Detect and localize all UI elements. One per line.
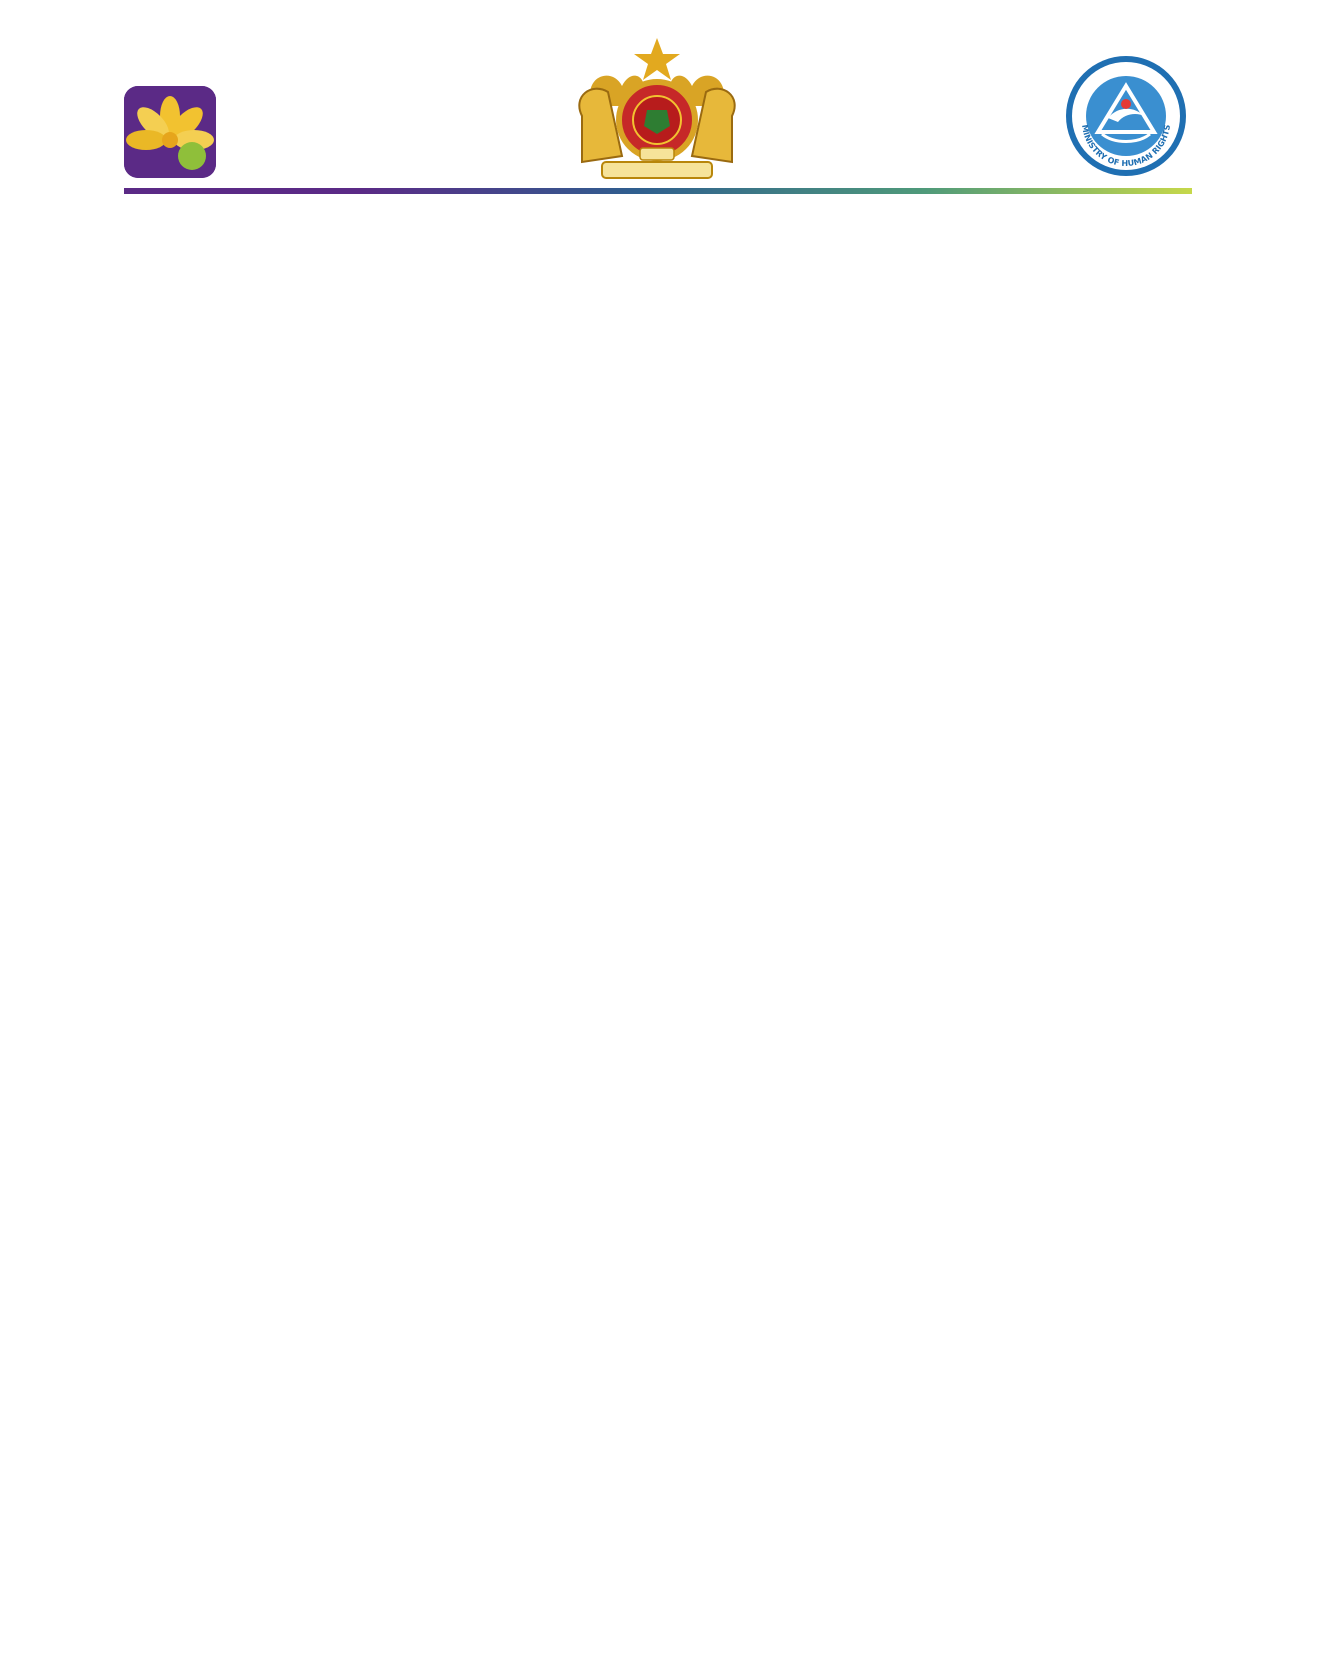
ministry-name-line: [228, 144, 368, 174]
header-divider: [124, 188, 1192, 194]
document-heading: [124, 214, 1192, 536]
ministry-name-line: [228, 114, 368, 144]
human-rights-ministry-logo: [1062, 52, 1190, 180]
state-seal-graphic: [562, 36, 752, 188]
statement-body: [124, 700, 1192, 714]
ministry-logo: [124, 82, 364, 182]
letterhead: [0, 0, 1322, 200]
heading-line: [124, 490, 1192, 536]
heading-line: [124, 444, 1192, 490]
state-seal-icon: [562, 36, 752, 188]
ministry-arc-text-path: MINISTRY OF HUMAN RIGHTS: [1079, 123, 1172, 169]
heading-line: [124, 214, 1192, 260]
heading-line: [124, 398, 1192, 444]
flower-icon: [124, 86, 216, 178]
statement-subject: [124, 620, 1192, 660]
human-rights-logo-graphic: [1062, 52, 1190, 180]
heading-line: [124, 306, 1192, 352]
heading-line: [124, 352, 1192, 398]
heading-line: [124, 260, 1192, 306]
flower-icon-graphic: [124, 86, 216, 178]
ministry-name: [228, 84, 368, 180]
ministry-name-line: [228, 84, 368, 114]
